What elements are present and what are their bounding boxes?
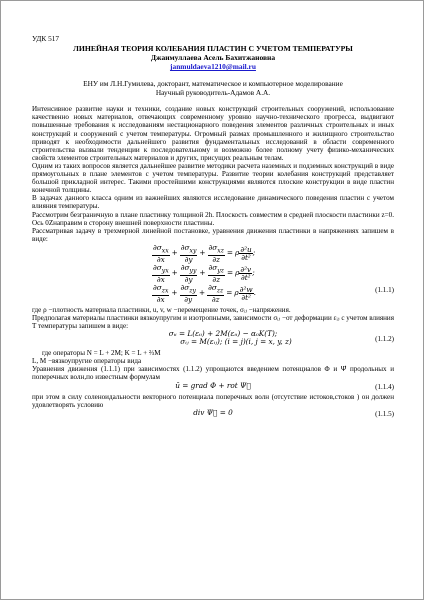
page-content bbox=[32, 35, 394, 420]
equation-number: (1.1.5) bbox=[375, 409, 394, 418]
paragraph-9: L, M −вязкоупругие операторы вида bbox=[32, 357, 142, 366]
author-email bbox=[32, 62, 394, 71]
paragraph-intro: Интенсивное развитие науки и техники, создание новых конструкций строительных сооружений, использование качественно новых материалов, отвечающих современному уровню научно-технического прогресса, выдвигают повышенные требования к исследованиям нестационарного поведения элементов различных строительных и иных конструкций и сооружений с учетом температуры. Огромный размах промышленного и жилищного строительство приводят к необходимости дальнейшего развития фундаментальных исследований в области современного строительства вызвали тенденции к последовательному и возможно более полному учету физико-механических свойств элементов строительных материалов и других, присущих реальным телам. bbox=[32, 105, 394, 162]
equation-number: (1.1.4) bbox=[375, 382, 394, 391]
affiliation: ЕНУ им Л.Н.Гумилева, докторант, математическое и компьютерное моделирование bbox=[83, 79, 343, 89]
supervisor: Научный руководитель-Адамов А.А. bbox=[155, 87, 271, 97]
equation-1-1-1: $\frac{\partial\sigma_{xx}}{\partial x}$ + $\frac{\partial\sigma_{xy}}{\partial y}$ + $\frac{\partial\sigma_{xz}}{\partial z}$ = ρ $\frac{\text{∂²u}}{\text{∂t²}}$ ; $\frac{\partial\sigma_{yx}}{\partial x}$ + $\frac{\partial\sigma_{yy}}{\partial y}$ + $\frac{\partial\sigma_{yz}}{\partial z}$ = ρ $\frac{\text{∂²v}}{\text{∂t²}}$ ; $\frac{\partial\sigma_{zx}}{\partial x}$ + $\frac{\partial\sigma_{zy}}{\partial y}$ + $\frac{\partial\sigma_{zz}}{\partial z}$ = ρ $\frac{\text{∂²w}}{\text{∂t²}}$ . (1.1.1) bbox=[153, 243, 394, 304]
equation-line: div Ψ⃗ = 0 bbox=[193, 407, 233, 417]
equation-line: ū = grad Φ + rot Ψ⃗ bbox=[175, 380, 251, 390]
equation-1-1-5 bbox=[32, 409, 394, 420]
author-name: Джаимуллаева Асель Бахитжановна bbox=[150, 53, 276, 63]
paragraph-4: Рассмотрим безграничную в плане пластинку толщиной 2h. Плоскость совместим в средней плоскости пластинки z=0. Ось 0Zнаправим в сторону внешней поверхности пластины. bbox=[32, 210, 394, 227]
paragraph-11: при этом в силу соленоидальности векторного потенциала поперечных волн (отсутствие истоков,стоков ) он должен удовлетворять условию bbox=[32, 392, 394, 409]
paragraph-8: где операторы N = L + 2M; K = L + ⅔M bbox=[42, 349, 161, 358]
equation-line: σᵢⱼ = M(εᵢⱼ); (i = j)(i, j = x, y, z) bbox=[180, 337, 292, 347]
email-link[interactable]: janmuldaeva1210@mail.ru bbox=[170, 62, 256, 72]
equation-number: (1.1.2) bbox=[375, 335, 394, 344]
equation-1-1-4 bbox=[32, 382, 394, 393]
paragraph-10: Уравнения движения (1.1.1) при зависимостях (1.1.2) упрощаются введением потенциалов Φ и Ψ⃗ продольных и поперечных волн,по известным формулам bbox=[32, 365, 394, 382]
equation-1-1-2 bbox=[32, 330, 394, 349]
paragraph-5: Рассматривая задачу в трехмерной линейной постановке, уравнения движения пластинки в напряжениях запишем в виде: bbox=[32, 226, 394, 243]
udk-code: УДК 517 bbox=[32, 34, 60, 43]
paper-title: ЛИНЕЙНАЯ ТЕОРИЯ КОЛЕБАНИЯ ПЛАСТИН С УЧЕТОМ ТЕМПЕРАТУРЫ bbox=[73, 44, 353, 54]
paragraph-3: В задачах данного класса одним из важнейших являются исследование динамического поведения пластин с учетом влияния температуры. bbox=[32, 194, 394, 211]
paragraph-6: где ρ −плотность материала пластинки, u, v, w −перемещение точек, σᵢⱼ −напряжения. bbox=[32, 305, 291, 314]
paragraph-7: Предполагая материалы пластинки вязкоупругим и изотропными, зависимости σᵢⱼ −от деформации εᵢⱼ с учетом влияния T температуры запишем в виде: bbox=[32, 313, 394, 331]
paragraph-2: Одним из таких вопросов является дальнейшее развитие методики расчета наземных и подземных конструкций в виде прямоугольных в плане элементов с учетом температуры. Развитие теории колебания конструкций представляет большой прикладной интерес. Такими простейшими конструкциями являются плоские конструкции в виде пластин конечной толщины. bbox=[32, 161, 394, 195]
equation-line: σᵢᵢ = L(εᵢᵢ) + 2M(εᵢᵢ) − α₀K(T); bbox=[168, 329, 278, 339]
equation-number: (1.1.1) bbox=[375, 285, 394, 294]
